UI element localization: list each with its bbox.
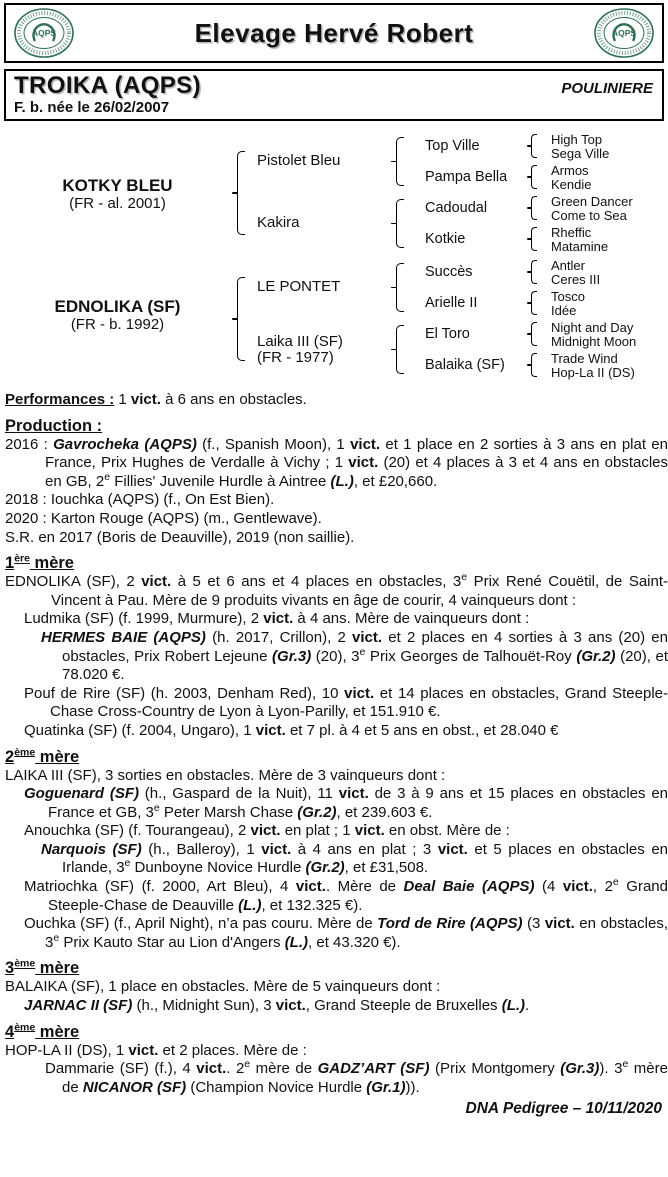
header-banner bbox=[4, 3, 664, 63]
ancestor-name: Tosco bbox=[551, 289, 585, 304]
pedigree-brace bbox=[531, 322, 537, 346]
pedigree-text bbox=[0, 391, 668, 1097]
ancestor-name: Green Dancer bbox=[551, 194, 633, 209]
ancestor-name: Ceres III bbox=[551, 271, 601, 287]
ancestor-name: Succès bbox=[425, 264, 473, 280]
fourth-dam-line: HOP-LA II (DS), 1 vict. et 2 places. Mère de : bbox=[5, 1041, 307, 1059]
pedigree-tree bbox=[0, 130, 668, 382]
aqps-logo-icon bbox=[12, 7, 76, 59]
first-dam-heading: 1ère mère bbox=[5, 552, 74, 573]
page-title: Elevage Hervé Robert bbox=[194, 17, 474, 48]
birth-line: F. b. née le 26/02/2007 bbox=[14, 99, 170, 116]
ancestor-name: LE PONTET bbox=[257, 278, 341, 295]
ludmika-line: Ludmika (SF) (f. 1999, Murmure), 2 vict. à 4 ans. Mère de vainqueurs dont : bbox=[24, 610, 530, 628]
ancestor-name: Hop-La II (DS) bbox=[551, 364, 635, 380]
svg-text:AQPS: AQPS bbox=[611, 28, 637, 38]
pedigree-brace bbox=[237, 277, 245, 361]
pedigree-brace bbox=[237, 151, 245, 235]
third-dam-line: BALAIKA (SF), 1 place en obstacles. Mère de 5 vainqueurs dont : bbox=[5, 978, 441, 996]
pedigree-brace bbox=[531, 353, 537, 377]
dammarie-line: Dammarie (SF) (f.), 4 vict.. 2e mère de GADZ’ART (SF) (Prix Montgomery (Gr.3)). 3e mère de NICANOR (SF) (Champion Novice Hurdle (Gr.1))). bbox=[45, 1058, 668, 1096]
ancestor-name bbox=[257, 334, 343, 365]
pedigree-brace bbox=[531, 196, 537, 220]
subject-box bbox=[4, 69, 664, 121]
document-page bbox=[0, 3, 668, 1118]
ancestor-name: Trade Wind bbox=[551, 351, 618, 366]
ancestor-name: Armos bbox=[551, 163, 589, 178]
production-entry-2020: 2020 : Karton Rouge (AQPS) (m., Gentlewave). bbox=[5, 509, 322, 527]
pedigree-brace bbox=[396, 199, 404, 248]
ancestor-name: Pistolet Bleu bbox=[257, 152, 341, 169]
matriochka-line: Matriochka (SF) (f. 2000, Art Bleu), 4 vict.. Mère de Deal Baie (AQPS) (4 vict., 2e Grand Steeple-Chase de Deauville (L.), et 132.325 €). bbox=[24, 876, 668, 914]
horse-name: TROIKA (AQPS) bbox=[14, 72, 201, 99]
ancestor-dam bbox=[10, 297, 225, 333]
fourth-dam-heading: 4ème mère bbox=[5, 1021, 80, 1041]
status-label: POULINIERE bbox=[561, 80, 653, 97]
pedigree-brace bbox=[531, 134, 537, 158]
production-heading: Production : bbox=[5, 416, 103, 435]
ancestor-detail: (FR - b. 1992) bbox=[70, 316, 165, 333]
ancestor-pair bbox=[551, 352, 635, 379]
pedigree-brace bbox=[396, 137, 404, 186]
ancestor-name: Balaika (SF) bbox=[425, 357, 505, 373]
production-entry-2016: 2016 : Gavrocheka (AQPS) (f., Spanish Moon), 1 vict. et 1 place en 2 sorties à 3 ans en plat en France, Prix Hughes de Verdalle à Vichy ; 1 vict. (20) et 4 places à 3 et 4 ans en obstacles en GB, 2e Fillies' Juvenile Hurdle à Aintree (L.), et £20,660. bbox=[5, 435, 668, 490]
ancestor-name: Top Ville bbox=[425, 138, 480, 154]
quatinka-line: Quatinka (SF) (f. 2004, Ungaro), 1 vict. et 7 pl. à 4 et 5 ans en obst., et 28.040 € bbox=[24, 721, 559, 739]
ancestor-name: Kakira bbox=[257, 214, 300, 231]
ancestor-name: Antler bbox=[551, 258, 585, 273]
svg-text:AQPS: AQPS bbox=[31, 28, 57, 38]
ancestor-pair bbox=[551, 164, 591, 191]
first-dam-line: EDNOLIKA (SF), 2 vict. à 5 et 6 ans et 4 places en obstacles, 3e Prix René Couëtil, de Saint-Vincent à Pau. Mère de 9 produits vivants en âge de courir, 4 vainqueurs dont : bbox=[5, 571, 668, 609]
ancestor-pair bbox=[551, 290, 585, 317]
ouchka-line: Ouchka (SF) (f., April Night), n’a pas couru. Mère de Tord de Rire (AQPS) (3 vict. en obstacles, 3e Prix Kauto Star au Lion d'Angers (L.), et 43.320 €). bbox=[24, 915, 668, 951]
ancestor-pair bbox=[551, 226, 608, 253]
ancestor-detail: (FR - 1977) bbox=[257, 348, 334, 366]
jarnac-line: JARNAC II (SF) (h., Midnight Sun), 3 vict., Grand Steeple de Bruxelles (L.). bbox=[24, 997, 530, 1015]
performances-line: Performances : 1 vict. à 6 ans en obstacles. bbox=[5, 391, 307, 408]
ancestor-pair bbox=[551, 133, 609, 160]
ancestor-pair bbox=[551, 259, 600, 286]
ancestor-detail: (FR - al. 2001) bbox=[69, 195, 166, 212]
anouchka-line: Anouchka (SF) (f. Tourangeau), 2 vict. en plat ; 1 vict. en obst. Mère de : bbox=[24, 822, 510, 840]
second-dam-heading: 2ème mère bbox=[5, 746, 80, 766]
second-dam-line: LAIKA III (SF), 3 sorties en obstacles. Mère de 3 vainqueurs dont : bbox=[5, 766, 446, 784]
ancestor-name: Come to Sea bbox=[551, 207, 627, 223]
ancestor-sire bbox=[10, 176, 225, 212]
ancestor-name: Kotkie bbox=[425, 231, 466, 247]
ancestor-name: Midnight Moon bbox=[551, 333, 637, 349]
pouf-de-rire-line: Pouf de Rire (SF) (h. 2003, Denham Red), 10 vict. et 14 places en obstacles, Grand Steeple-Chase Cross-Country de Lyon à Lyon-Parilly, et 151.910 €. bbox=[24, 684, 668, 721]
pedigree-brace bbox=[531, 291, 537, 315]
hermes-baie-line: HERMES BAIE (AQPS) (h. 2017, Crillon), 2 vict. et 2 places en 4 sorties à 3 ans (20) en obstacles, Prix Robert Lejeune (Gr.3) (20), 3e Prix Georges de Talhouët-Roy (Gr.2) (20), et 78.020 €. bbox=[41, 628, 668, 684]
ancestor-pair bbox=[551, 195, 633, 222]
third-dam-heading: 3ème mère bbox=[5, 957, 80, 978]
production-sr-note: S.R. en 2017 (Boris de Deauville), 2019 (non saillie). bbox=[5, 528, 355, 546]
ancestor-name: High Top bbox=[551, 132, 603, 147]
ancestor-name: Laika III (SF) bbox=[257, 333, 343, 350]
document-credit: DNA Pedigree – 10/11/2020 bbox=[465, 1100, 662, 1118]
pedigree-brace bbox=[531, 165, 537, 189]
goguenard-line: Goguenard (SF) (h., Gaspard de la Nuit), 11 vict. de 3 à 9 ans et 15 places en obstacles en France et GB, 3e Peter Marsh Chase (Gr.2), et 239.603 €. bbox=[24, 785, 668, 821]
ancestor-name: Cadoudal bbox=[425, 200, 488, 216]
ancestor-name: Sega Ville bbox=[551, 145, 610, 161]
ancestor-name: El Toro bbox=[425, 326, 470, 342]
pedigree-brace bbox=[531, 260, 537, 284]
ancestor-pair bbox=[551, 321, 636, 348]
aqps-logo-icon bbox=[592, 7, 656, 59]
ancestor-name: Pampa Bella bbox=[425, 169, 508, 185]
ancestor-name: Arielle II bbox=[425, 295, 478, 311]
production-entry-2018: 2018 : Iouchka (AQPS) (f., On Est Bien). bbox=[5, 491, 275, 509]
pedigree-brace bbox=[531, 227, 537, 251]
pedigree-brace bbox=[396, 325, 404, 374]
ancestor-name: EDNOLIKA (SF) bbox=[54, 297, 181, 316]
ancestor-name: Rheffic bbox=[551, 225, 592, 240]
ancestor-name: KOTKY BLEU bbox=[62, 176, 173, 195]
ancestor-name: Matamine bbox=[551, 238, 609, 254]
ancestor-name: Night and Day bbox=[551, 320, 634, 335]
narquois-line: Narquois (SF) (h., Balleroy), 1 vict. à 4 ans en plat ; 3 vict. et 5 places en obstacles en Irlande, 3e Dunboyne Novice Hurdle (Gr.2), et £31,508. bbox=[41, 840, 668, 877]
ancestor-name: Idée bbox=[551, 302, 577, 318]
pedigree-brace bbox=[396, 263, 404, 312]
ancestor-name: Kendie bbox=[551, 176, 592, 192]
